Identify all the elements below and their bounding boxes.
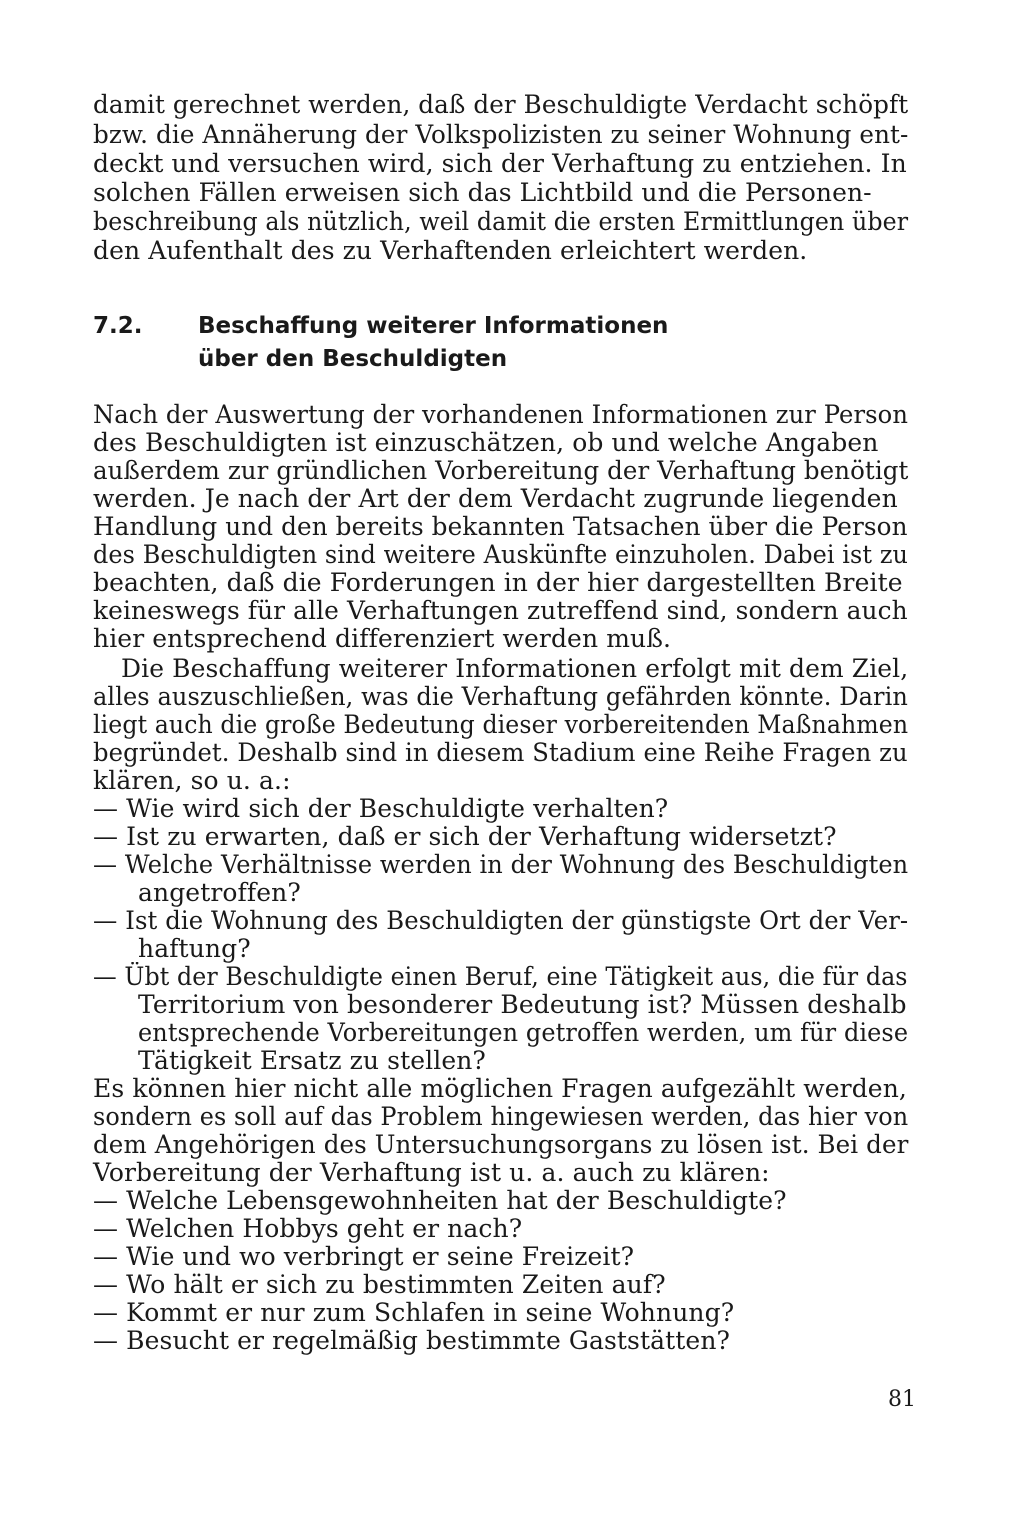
text-line: sondern es soll auf das Problem hingewiesen werden, das hier von	[93, 1102, 909, 1131]
text-line: den Aufenthalt des zu Verhaftenden erleichtert werden.	[93, 236, 808, 265]
text-line: damit gerechnet werden, daß der Beschuldigte Verdacht schöpft	[93, 90, 909, 119]
text-line: klären, so u. a.:	[93, 766, 291, 795]
list-item: — Wie und wo verbringt er seine Freizeit?	[93, 1242, 635, 1271]
text-line: beachten, daß die Forderungen in der hier dargestellten Breite	[93, 568, 903, 597]
text-line: liegt auch die große Bedeutung dieser vorbereitenden Maßnahmen	[93, 710, 909, 739]
text-line: außerdem zur gründlichen Vorbereitung der Verhaftung benötigt	[93, 456, 909, 485]
text-line: Nach der Auswertung der vorhandenen Informationen zur Person	[93, 400, 908, 429]
list-item: — Welchen Hobbys geht er nach?	[93, 1214, 523, 1243]
page-number: 81	[888, 1387, 916, 1412]
text-line: begründet. Deshalb sind in diesem Stadium eine Reihe Fragen zu	[93, 738, 908, 767]
list-item: — Wie wird sich der Beschuldigte verhalten?	[93, 794, 669, 823]
text-line: solchen Fällen erweisen sich das Lichtbild und die Personen-	[93, 178, 872, 207]
section-number: 7.2.	[93, 313, 143, 339]
list-item: — Welche Lebensgewohnheiten hat der Beschuldigte?	[93, 1186, 787, 1215]
text-line: deckt und versuchen wird, sich der Verhaftung zu entziehen. In	[93, 149, 907, 178]
text-line: des Beschuldigten sind weitere Auskünfte einzuholen. Dabei ist zu	[93, 540, 909, 569]
text-line: Die Beschaffung weiterer Informationen erfolgt mit dem Ziel,	[121, 654, 909, 683]
list-item: — Besucht er regelmäßig bestimmte Gaststätten?	[93, 1326, 731, 1355]
text-line: bzw. die Annäherung der Volkspolizisten zu seiner Wohnung ent-	[93, 120, 909, 149]
list-item-continuation: entsprechende Vorbereitungen getroffen werden, um für diese	[138, 1018, 909, 1047]
text-line: Handlung und den bereits bekannten Tatsachen über die Person	[93, 512, 908, 541]
text-line: keineswegs für alle Verhaftungen zutreffend sind, sondern auch	[93, 596, 908, 625]
list-item-continuation: angetroffen?	[138, 878, 301, 907]
section-title-line1: Beschaffung weiterer Informationen	[198, 313, 669, 339]
text-line: beschreibung als nützlich, weil damit die ersten Ermittlungen über	[93, 207, 909, 236]
text-line: hier entsprechend differenziert werden muß.	[93, 624, 672, 653]
list-item-continuation: Tätigkeit Ersatz zu stellen?	[138, 1046, 486, 1075]
text-line: Es können hier nicht alle möglichen Fragen aufgezählt werden,	[93, 1074, 907, 1103]
text-line: Vorbereitung der Verhaftung ist u. a. auch zu klären:	[93, 1158, 770, 1187]
section-title-line2: über den Beschuldigten	[198, 346, 508, 372]
list-item: — Kommt er nur zum Schlafen in seine Wohnung?	[93, 1298, 735, 1327]
list-item: — Übt der Beschuldigte einen Beruf, eine Tätigkeit aus, die für das	[93, 962, 908, 991]
list-item-continuation: haftung?	[138, 934, 251, 963]
list-item: — Wo hält er sich zu bestimmten Zeiten auf?	[93, 1270, 666, 1299]
list-item: — Ist zu erwarten, daß er sich der Verhaftung widersetzt?	[93, 822, 837, 851]
text-line: des Beschuldigten ist einzuschätzen, ob und welche Angaben	[93, 428, 879, 457]
text-line: dem Angehörigen des Untersuchungsorgans zu lösen ist. Bei der	[93, 1130, 909, 1159]
list-item: — Ist die Wohnung des Beschuldigten der günstigste Ort der Ver-	[93, 906, 909, 935]
list-item: — Welche Verhältnisse werden in der Wohnung des Beschuldigten	[93, 850, 909, 879]
text-line: alles auszuschließen, was die Verhaftung gefährden könnte. Darin	[93, 682, 908, 711]
text-line: werden. Je nach der Art der dem Verdacht zugrunde liegenden	[93, 484, 898, 513]
list-item-continuation: Territorium von besonderer Bedeutung ist? Müssen deshalb	[138, 990, 907, 1019]
